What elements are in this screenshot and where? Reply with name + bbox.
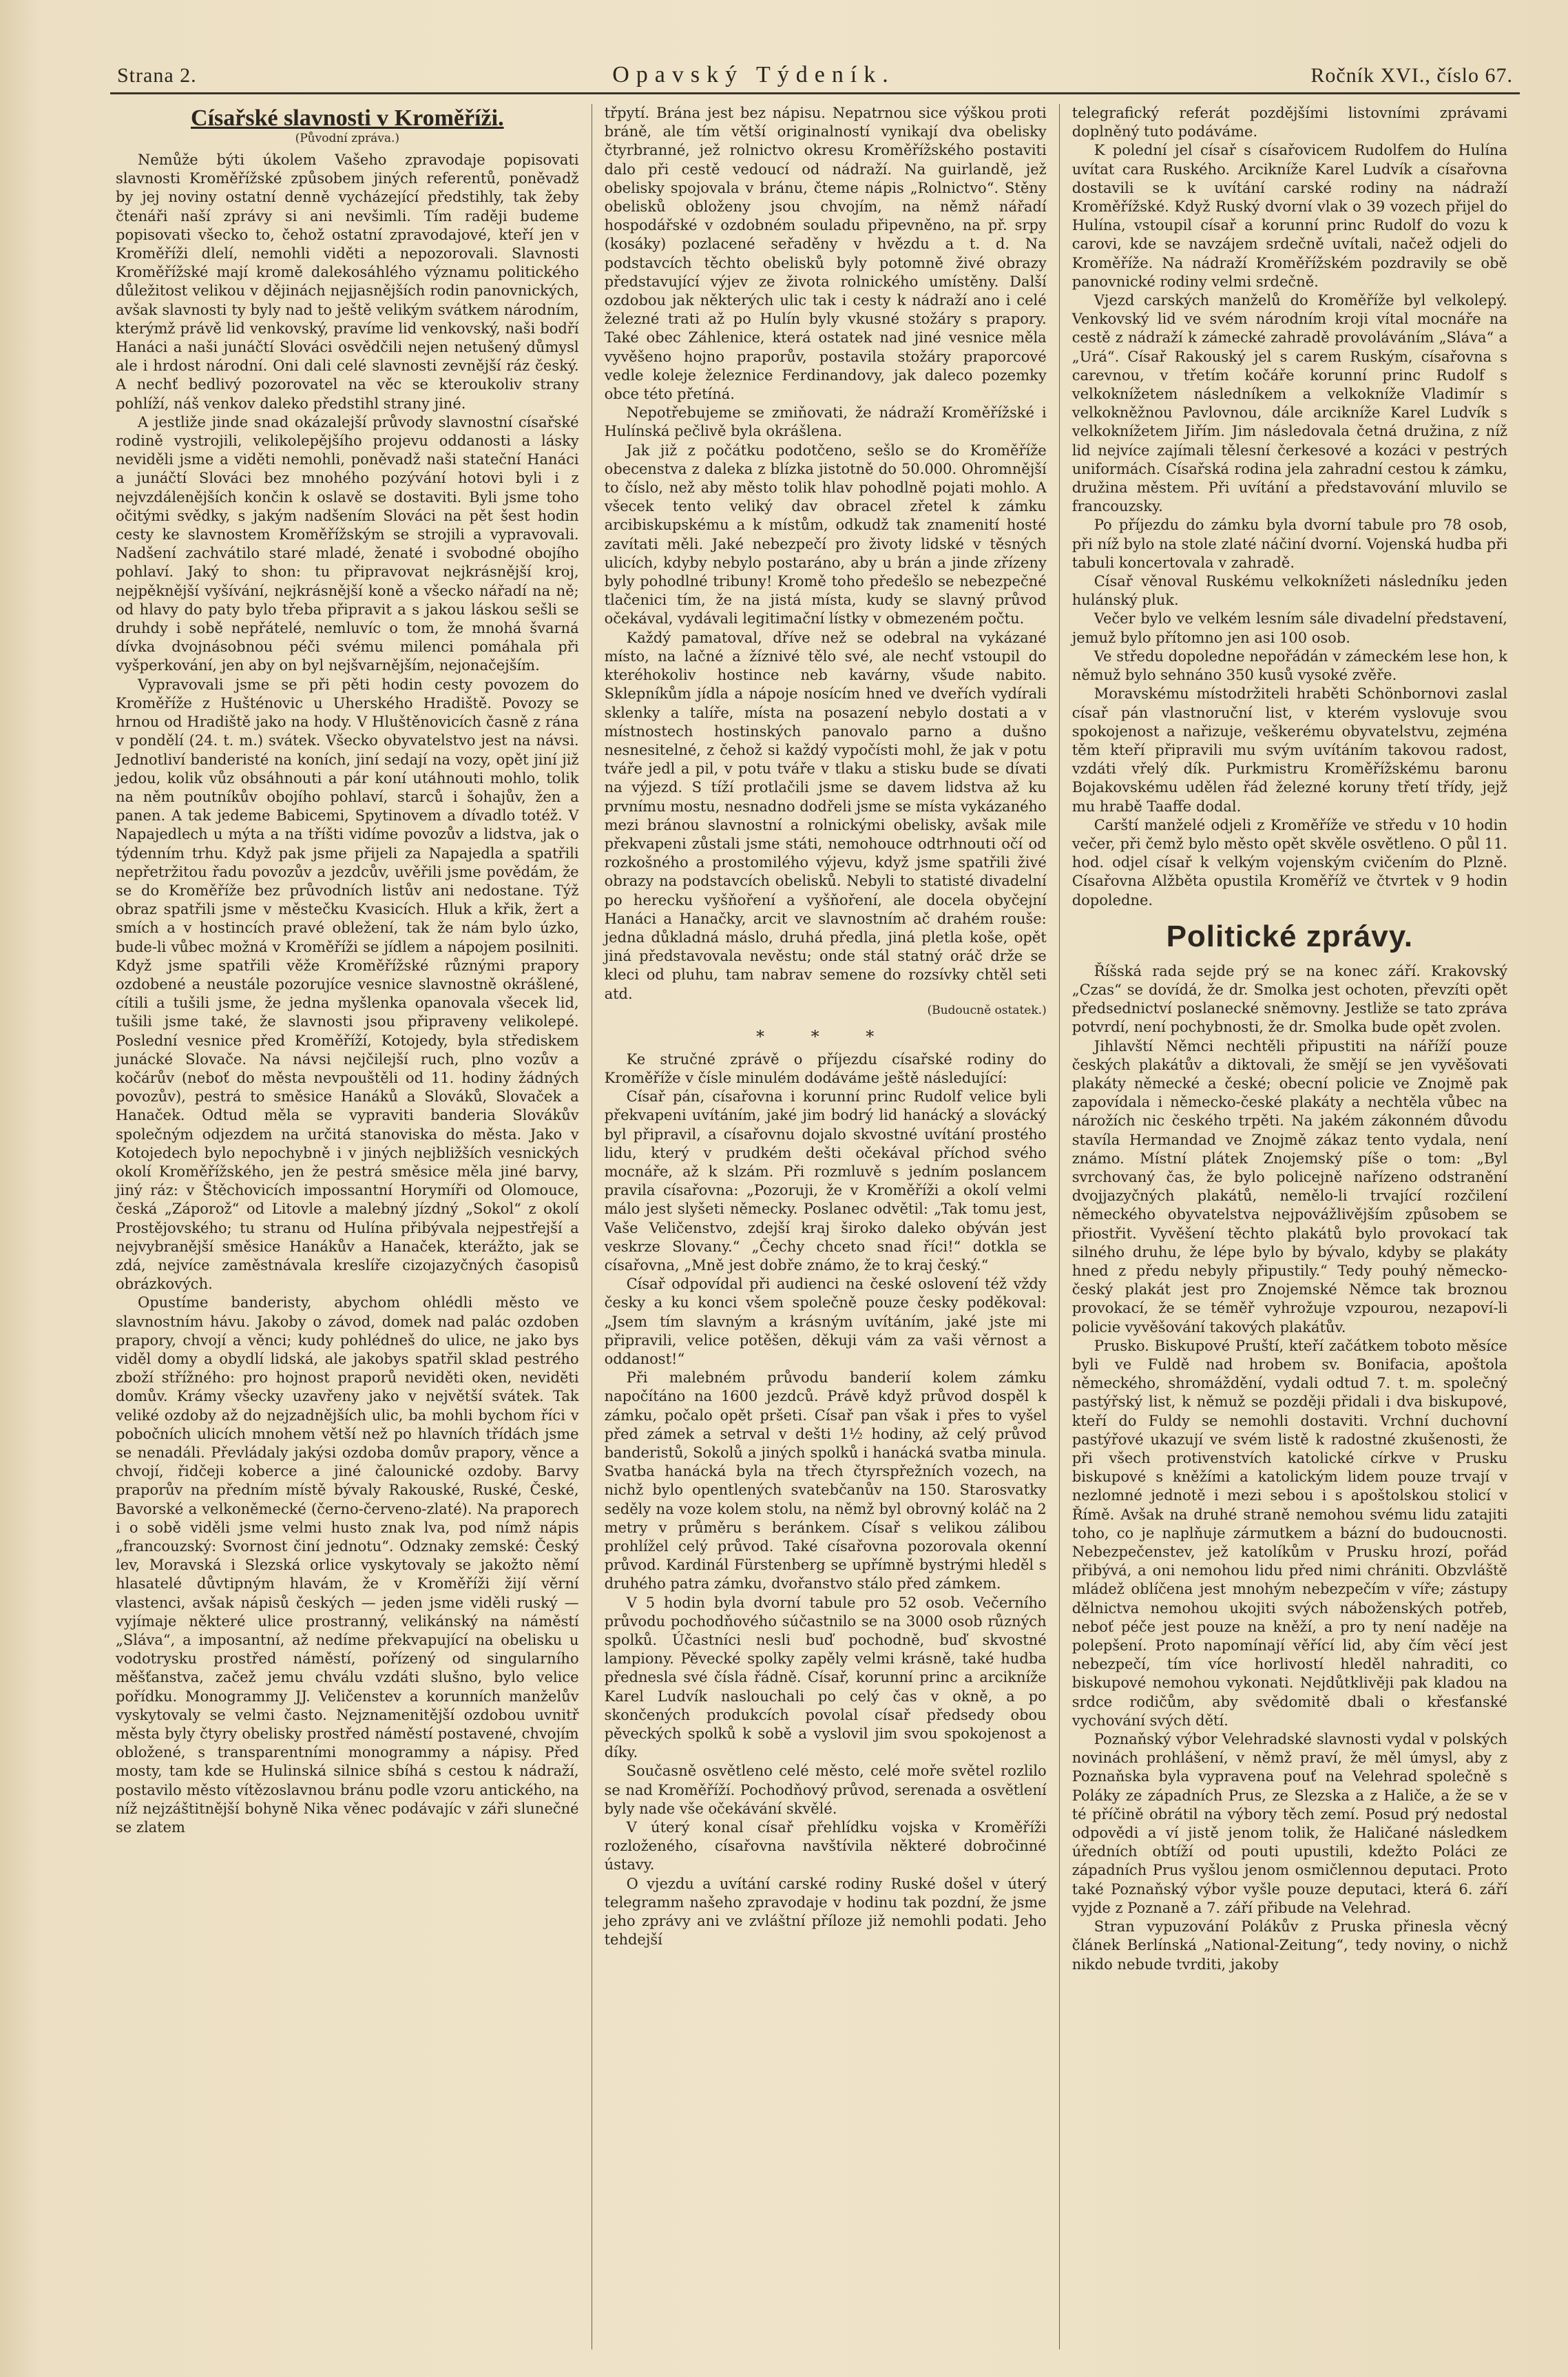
paragraph: Císař pán, císařovna i korunní princ Rudolf velice byli překvapeni uvítáním, jaké jim bodrý lid hanácký a slovácký byl připravil, a císařovnu dojalo skvostné uvítání prostého lidu, který v prudkém dešti očekával příchod svého mocnáře, až k slzám. Při rozmluvě s jedním poslancem pravila císařovna: „Pozoruji, že v Kroměříži a okolí velmi málo jest slyšeti německy. Poslanec odvětil: „Tak tomu jest, Vaše Veličenstvo, zdejší kraj široko daleko obýván jest veskrze Slovany.“ „Čechy chceto snad říci!“ dotkla se císařovna, „Mně jest dobře známo, že to kraj český.“ — [604, 1088, 1047, 1274]
paragraph: Současně osvětleno celé město, celé moře světel rozlilo se nad Kroměříží. Pochodňový průvod, serenada a osvětlení byly nade vše očekávání skvělé. — [604, 1763, 1047, 1817]
paragraph: třpytí. Brána jest bez nápisu. Nepatrnou sice výškou proti bráně, ale tím větší originalností vynikají dva obelisky čtyrbranné, jež rolnictvo okresu Kroměřížského postaviti dalo při cestě vedoucí od nádraží. Na guirlandě, jež obelisky spojovala v bránu, čteme nápis „Rolnictvo“. Stěny obelisků obloženy jsou chvojím, na němž nářadí hospodářské v ozdobném souladu připevněno, na př. srpy (kosáky) pozlacené seřaděny v hvězdu a t. d. Na podstavcích těchto obelisků byly potomně živé obrazy představující výjev ze života rolnického umístěny. Další ozdobou jak některých ulic tak i cesty k nádraží ano i celé železné trati až po Hulín byly vkusné stožáry s prapory. Také obec Záhlenice, která ostatek nad jiné vesnice měla vyvěšeno hojno praporův, postavila stožáry praporcové vedle koleje železnice Ferdinandovy, jak daleco pozemky obce této přetíná. — [604, 105, 1047, 403]
continuation-note: (Budoucně ostatek.) — [927, 1003, 1047, 1017]
column-2 — [592, 104, 1059, 2349]
page-header — [103, 62, 1520, 92]
page-number: Strana 2. — [117, 64, 197, 87]
columns — [103, 104, 1520, 2349]
article-title: Císařské slavnosti v Kroměříži. — [191, 105, 504, 131]
paragraph: Říšská rada sejde prý se na konec září. Krakovský „Czas“ se dovídá, že dr. Smolka jest ochoten, převzíti opět předsednictví poslanecké sněmovny. Jestliže se tato zpráva potvrdí, není pochybnosti, že dr. Smolka bude opět zvolen. — [1072, 962, 1507, 1036]
paragraph: Moravskému místodržiteli hraběti Schönbornovi zaslal císař pán vlastnoruční list, v kterém vyslovuje svou spokojenost a nařizuje, veškerému obyvatelstvu, zejména těm kteří připravili mu svým uvítáním takovou radost, vzdáti vřelý dík. Purkmistru Kroměřížskému baronu Bojakovskému udělen řád železné koruny třetí třídy, jejž mu hrabě Taaffe dodal. — [1072, 685, 1507, 815]
paragraph: Císař odpovídal při audienci na české oslovení též vždy česky a ku konci všem společně pouze česky poděkoval: „Jsem tím slavným a krásným uvítáním, jaké jste mi připravili, velice potěšen, děkuji vám za vaši věrnost a oddanost!“ — [604, 1276, 1047, 1367]
paragraph: Večer bylo ve velkém lesním sále divadelní představení, jemuž bylo přítomno jen asi 100 osob. — [1072, 610, 1507, 646]
column-1 — [103, 104, 592, 2349]
paragraph: Stran vypuzování Polákův z Pruska přinesla věcný článek Berlínská „National-Zeitung“, tedy noviny, o nichž nikdo nebude tvrditi, jakoby — [1072, 1918, 1507, 1973]
section-separator: * * * — [756, 1026, 895, 1046]
paragraph: Carští manželé odjeli z Kroměříže ve středu v 10 hodin večer, při čemž bylo město opět skvěle osvětleno. O půl 11. hod. odjel císař k velkým vojenským cvičením do Plzně. Císařovna Alžběta opustila Kroměříž ve čtvrtek v 9 hodin dopoledne. — [1072, 816, 1507, 909]
paragraph: K polední jel císař s císařovicem Rudolfem do Hulína uvítat cara Ruského. Arcikníže Karel Ludvík a císařovna dostavili se k uvítání carské rodiny na nádraží Kroměřížské. Když Ruský dvorní vlak o 39 vozech přijel do Hulína, vstoupil císař a korunní princ Rudolf do vozu k carovi, kde se navzájem srdečně uvítali, načež odjeli do Kroměříže. Na nádraží Kroměřížském pozdravily se obě panovnické rodiny velmi srdečně. — [1072, 142, 1507, 290]
paragraph: Ve středu dopoledne nepořádán v zámeckém lese hon, k němuž bylo sehnáno 350 kusů vysoké zvěře. — [1072, 647, 1507, 684]
article-subtitle: (Původní zpráva.) — [295, 132, 399, 145]
paragraph: Ke stručné zprávě o příjezdu císařské rodiny do Kroměříže v čísle minulém dodáváme ještě následující: — [604, 1050, 1047, 1086]
paragraph: Nepotřebujeme se zmiňovati, že nádraží Kroměřížské i Hulínská pečlivě byla okrášlena. — [604, 404, 1047, 440]
paragraph: Nemůže býti úkolem Vašeho zpravodaje popisovati slavnosti Kroměřížské způsobem jiných referentů, poněvadž by jej noviny ostatní denně vycházející předstihly, tak žeby čtenáři naší zprávy si ani nevšimli. Tím raději budeme popisovati všecko to, čehož ostatní zpravodajové, kteří jen v Kroměříži dlelí, nemohli viděti a nepozorovali. Slavnosti Kroměřížské mají kromě dalekosáhlého významu politického důležitost velikou v dějinách nejjasnějších rodin panovnických, avšak slavnosti ty byly nad to ještě velikým svátkem národním, kterýmž právě lid venkovský, pravíme lid venkovský, naši bodří Hanáci a naši junáčtí Slováci osvědčili nejen netušený důmysl ale i hrdost národní. Oni dali celé slavnosti zevnější ráz český. A nechť bedlivý pozorovatel na věc se kteroukoliv strany pohlíží, náš venkov daleko předstihl strany jiné. — [116, 152, 579, 412]
paragraph: Při malebném průvodu banderií kolem zámku napočítáno na 1600 jezdců. Právě když průvod dospěl k zámku, počalo opět pršeti. Císař pan však i přes to vyšel před zámek a setrval v dešti 1½ hodiny, až celý průvod banderistů, Sokolů a jiných spolků i hanácká svatba minula. Svatba hanácká byla na třech čtyrspřežních vozech, na nichž bylo opentlených svatebčanův na 150. Starosvatky seděly na voze kolem stolu, na němž byl obrovný koláč na 2 metry v průměru s beránkem. Císař s velikou zálibou prohlížel celý průvod. Také císařovna pozorovala okenní průvod. Kardinál Fürstenberg se upřímně bystrými hleděl s druhého patra zámku, dvořanstvo stálo před zámkem. — [604, 1369, 1047, 1592]
paragraph: Jak již z počátku podotčeno, sešlo se do Kroměříže obecenstva z daleka z blízka jistotně do 50.000. Ohromnější to číslo, než aby město tolik hlav pohodlně pojati mohlo. A všecek tento veliký dav obracel zřetel k zámku arcibiskupskému a k místům, odkudž tak znamenití hosté zavítati měli. Jaké nebezpečí pro životy lidské v těsných ulicích, kdyby nebylo postaráno, aby u brán a jinde zřízeny byly pohodlné tribuny! Kromě toho předešlo se nebezpečné tlačenici tím, že na jistá místa, kudy se slavný průvod očekával, vydávali legitimační lístky v obmezeném počtu. — [604, 442, 1047, 627]
paragraph: Císař věnoval Ruskému velkoknížeti následníku jeden hulánský pluk. — [1072, 573, 1507, 609]
politics-section-title: Politické zprávy. — [1166, 919, 1414, 953]
paragraph: Vjezd carských manželů do Kroměříže byl velkolepý. Venkovský lid ve svém národním kroji vítal mocnáře na cestě z nádraží k zámecké zahradě provoláváním „Sláva“ a „Urá“. Císař Rakouský jel s carem Ruským, císařovna s carevnou, v třetím kočáře korunní princ Rudolf s velkoknížetem následníkem a velkokníže Vladimír s velkokněžnou Pavlovnou, dále arcikníže Karel Ludvík s velkoknížetem Jiřím. Jim následovala četná družina, z níž lid nejvíce zajímali tělesní čerkesové a kozáci v pestrých uniformách. Císařská rodina jela zahradní cestou k zámku, družina městem. Při uvítání a představování mluvilo se francouzsky. — [1072, 292, 1507, 515]
paragraph: A jestliže jinde snad okázalejší průvody slavnostní císařské rodině vystrojili, velikolepějšího projevu oddanosti a lásky neviděli jsme a viděti nemohli, poněvadž naši stateční Hanáci a junáčtí Slováci bez mnohého pozývání hotovi byli i z nejvzdálenějších končin k oslavě se dostaviti. Byli jsme toho očitými svědky, s jakým nadšením Slováci na pět šest hodin cesty ke slavnostem Kroměřížským se strojili a vypravovali. Nadšení zachvátilo staré mladé, ženaté i svobodné obojího pohlaví. Jaký to shon: tu připravovat nejkrásnější kroj, nejpěknější vyšívání, nejkrásnější koně a všecko nářadí na ně; od hlavy do paty bylo třeba připravit a s jakou láskou sešli se druhdy i sobě nepřátelé, nemluvíc o tom, že mnohá švarná dívka dvojnásobnou péči svému milenci pomáhala při vyšperkování, jen aby on byl nejšvarnějším, nejonačejším. — [116, 413, 579, 674]
column-3 — [1059, 104, 1520, 2349]
paragraph: Jihlavští Němci nechtěli připustiti na náříží pouze českých plakátův a diktovali, že smějí se jen vyvěšovati plakáty německé a české; obecní policie ve Znojmě pak zapovídala i německo-české plakáty a nechtěla vůbec na nárožích nic českého trpěti. Na jakém zákonném důvodu stavíla Hermandad ve Znojmě zákaz tento vydala, není známo. Místní plátek Znojemský píše o tom: „Byl svrchovaný čas, že bylo policejně nařízeno odstranění dvojjazyčných plakátů, nemělo-li trvající rozčilení německého obyvatelstva nejpovážlivějším způsobem se přiostřit. Vyvěšení těchto plakátů bylo provokací tak silného druhu, že lépe bylo by bývalo, kdyby se plakáty hned z předu nebyly připustily.“ Tedy pouhý německo-český plakát jest pro Znojemské Němce tak broznou provokací, že se téměř vyhrožuje vzpourou, nezapoví-li policie vyvěšování takových plakátův. — [1072, 1037, 1507, 1336]
issue-info: Ročník XVI., číslo 67. — [1310, 64, 1513, 87]
newspaper-title: Opavský Týdeník. — [612, 62, 895, 87]
paragraph: Po příjezdu do zámku byla dvorní tabule pro 78 osob, při níž bylo na stole zlaté náčiní dvorní. Vojenská hudba při tabuli koncertovala v zahradě. — [1072, 517, 1507, 571]
paragraph: V 5 hodin byla dvorní tabule pro 52 osob. Večerního průvodu pochodňového súčastnilo se na 3000 osob různých spolků. Účastníci nesli buď pochodně, buď skvostné lampiony. Pěvecké spolky zapěly velmi krásně, také hudba přednesla své čísla řádně. Císař, korunní princ a arcikníže Karel Ludvík naslouchali po celý čas v okně, a po skončených produkcích povolal císař předsedy obou pěveckých spolků k sobě a vyslovil jim svou spokojenost a díky. — [604, 1594, 1047, 1761]
paragraph: V úterý konal císař přehlídku vojska v Kroměříži rozloženého, císařovna navštívila některé dobročinné ústavy. — [604, 1819, 1047, 1873]
paragraph: O vjezdu a uvítání carské rodiny Ruské došel v úterý telegramm našeho zpravodaje v hodinu tak pozdní, že jsme jeho zprávy ani ve zvláštní příloze již nemohli podati. Jeho tehdejší — [604, 1875, 1047, 1949]
header-rule — [110, 92, 1520, 94]
paragraph: Prusko. Biskupové Pruští, kteří začátkem toboto měsíce byli ve Fuldě nad hrobem sv. Bonifacia, apoštola německého, shromáždění, vydali odtud 7. t. m. společný pastýřský list, k němuž se později přidali i dva biskupové, kteří do Fuldy se nemohli dostaviti. Vrchní duchovní pastýřové ukazují ve svém listě k radostné zkušenosti, že při všech protivenstvích katolické církve v Prusku biskupové s kněžími a katolickým lidem pouze trvají v nezlomné jednotě i mezi sebou i s apoštolskou stolicí v Římě. Avšak na druhé straně nemohou svému lidu zatajiti toho, co je naplňuje zármutkem a bázní do budoucnosti. Nebezpečenstev, jež katolíkům v Prusku hrozí, pořád přibývá, a oni nemohou lidu před nimi chrániti. Obzvláště mládež oblíčena jest mnohým nebezpečím v víře; zástupy dělnictva nemohou ukojiti svých náboženských potřeb, neboť péče jest pouze na kněží, a pro ty není naděje na polepšení. Proto napomínají věřící lid, aby čím věcí jest nebezpečí, tím více horlivostí hleděl nahraditi, co biskupové nemohou vykonati. Nejdůtklivěji pak kladou na srdce rodičům, aby svědomitě dbali o křesťanské vychování svých dětí. — [1072, 1337, 1507, 1729]
paragraph: Každý pamatoval, dříve než se odebral na vykázané místo, na lačné a žíznivé tělo své, ale nechť vstoupil do kteréhokoliv hostince neb kavárny, všude nabito. Sklepníkům jídla a nápoje nosícím hned ve dveřích vydírali sklenky a talíře, místa na posazení nebylo dostati a v místnostech hostinských panovalo parno a dušno nesnesitelné, z čehož si každý vypočísti mohl, že jak v potu tváře jedl a pil, v potu tváře v tlaku a stisku bude se dívati na výjezd. S tíží protlačili jsme se davem lidstva až ku prvnímu mostu, nesnadno dodřeli jsme se místa vykázaného mezi bránou slavnostní a rolnickými obelisky, avšak mile překvapeni zůstali jsme státi, nemohouce odtrhnouti očí od rozkošného a prostomilého výjevu, když jsme spatřili živé obrazy na podstavcích obelisků. Nebyli to statisté divadelní po herecku vyšňoření a vyšňoření, ale docela obyčejní Hanáci a Hanačky, arcit ve slavnostním ač drahém rouše: jedna důkladná máslo, druhá předla, jiná pletla koše, opět jiná představovala nevěstu; onde stál statný oráč drže se kleci od pluhu, tam nabrav semene do rozsívky chtěl seti atd. — [604, 629, 1047, 1002]
paragraph: Opustíme banderisty, abychom ohlédli město ve slavnostním hávu. Jakoby o závod, domek nad palác ozdoben prapory, chvojí a věnci; kudy pohlédneš do ulice, ne jako bys viděl domy a obydlí lidská, ale jakobys spatřil sklad pestrého zboží střížného: pro hojnost praporů neviděti oken, neviděti domův. Krámy všecky uzavřeny jako v největší svátek. Tak veliké ozdoby až do nejzadnějších ulic, ba mohli bychom říci v pobočních ulicích mnohem větší než po hlavních třídách jsme se nenadáli. Převládaly jakýsi ozdoba domův prapory, věnce a chvojí, řidčeji koberce a jiné čalounické ozdoby. Barvy praporův na předním místě bývaly Rakouské, Ruské, České, Bavorské a velkoněmecké (černo-červeno-zlaté). Na praporech i o sobě viděli jsme velmi husto znak lva, pod nímž nápis „francouzský: Svornost činí jednotu“. Odznaky zemské: Český lev, Moravská i Slezská orlice vyskytovaly se jakožto němí hlasatelé důvtipným hlavám, že v Kroměříži žijí věrní vlastenci, avšak nápisů českých — jeden jsme viděli ruský — vyjímaje některé ulice prostranný, velikánský na náměstí „Sláva“, a imposantní, až nedíme překvapující na obelisku u vodotrysku prostřed náměstí, pořízený od singularního měšťanstva, začež jemu chválu vzdáti slušno, bylo velice pořídku. Monogrammy JJ. Veličenstev a korunních manželův vyskytovaly se velmi často. Nejznamenitější ozdobou uvnitř města byly čtyry obelisky prostřed náměstí postavené, chvojím obložené, s transparentními monogrammy a nápisy. Před mosty, tam kde se Hulinská silnice sbíhá s cestou k nádraží, postavilo město vítězoslavnou bránu podle vzoru antického, na níž nejzáštitnější bohyně Nika věnec podávajíc v záři slunečné se zlatem — [116, 1294, 579, 1836]
paragraph: Vypravovali jsme se při pěti hodin cesty povozem do Kroměříže z Hušténovic u Uherského Hradiště. Povozy se hrnou od Hradiště jako na hody. V Hluštěnovicích časně z rána v pondělí (24. t. m.) svátek. Všecko obyvatelstvo jest na návsi. Jednotliví banderisté na koních, jiní sedají na vozy, opět jiní již jedou, kolik vůz obsáhnouti a pár koní utáhnouti mohlo, tolik na něm poutníkův obojího pohlaví, starců i šohajův, žen a panen. A tak jedeme Babicemi, Spytinovem a dívadlo totéž. V Napajedlech u mýta a na tříšti vidíme povozův a lidstva, jak o týdenním trhu. Když pak jsme přijeli za Napajedla a spatřili nepřetržitou řadu povozův a jezdcův, uvěřili jsme povědám, že se do Kroměříže bez průvodních listův ani nedostane. Týž obraz spatřili jsme v městečku Kvasicích. Hluk a křik, žert a smích a v hostincích pravé obležení, tak že nám bylo úzko, bude-li vůbec možná v Kroměříži se jídlem a nápojem posilniti. Když jsme spatřili věže Kroměřížské různými prapory ozdobené a neustále pozorujíce vesnice slavnostně okrášlené, cítili a tušili jsme, že jedna myšlenka opanovala všecek lid, tušili jsme také, že slavnosti jsou připraveny velikolepé. Poslední vesnice před Kroměříží, Kotojedy, byla střediskem junácké Slovače. Na návsi nejčilejší ruch, plno vozův a kočárův (neboť do města nevpouštěli od 11. hodiny žádných povozův), pestrá to směsice Hanáků a Slováků, Slovaček a Hanaček. Odtud měla se vypraviti banderia Slovákův společným odjezdem na určitá stanoviska do města. Jako v Kotojedech bylo nepochybně i v jiných nejbližších vesnických okolí Kroměřížského, jen že pestrá směsice měla jiné barvy, jiný ráz: v Štěchovicích impossantní Horymíři od Olomouce, česká „Záporož“ od Litovle a malebný jízdný „Sokol“ z okolí Prostějovského; tu stranu od Hulína přibývala nejpestřejší a nejvybranější směsice Hanákův a Hanaček, kterážto, jak se zdá, nejvíce zaměstnávala kreslíře cizojazyčných časopisů obrázkových. — [116, 676, 579, 1293]
paragraph: Poznaňský výbor Velehradské slavnosti vydal v polských novinách prohlášení, v němž praví, že měl úmysl, aby z Poznaňska byla vypravena pouť na Velehrad společně s Poláky ze západních Prus, ze Slezska a z Haliče, a že se v té příčině obrátil na výbory těch zemí. Posud prý nedostal odpovědi a ví jistě jenom tolik, že Haličané následkem úředních obtíží od pouti upustili, kdežto Poláci ze západních Prus vyšlou jenom osmičlennou deputaci. Proto také Poznaňský výbor vyšle pouze deputaci, která 6. září vyjde z Poznaně a 7. září přibude na Velehrad. — [1072, 1731, 1507, 1916]
paragraph: telegrafický referát pozdějšími listovními zprávami doplněný tuto podáváme. — [1072, 105, 1507, 141]
